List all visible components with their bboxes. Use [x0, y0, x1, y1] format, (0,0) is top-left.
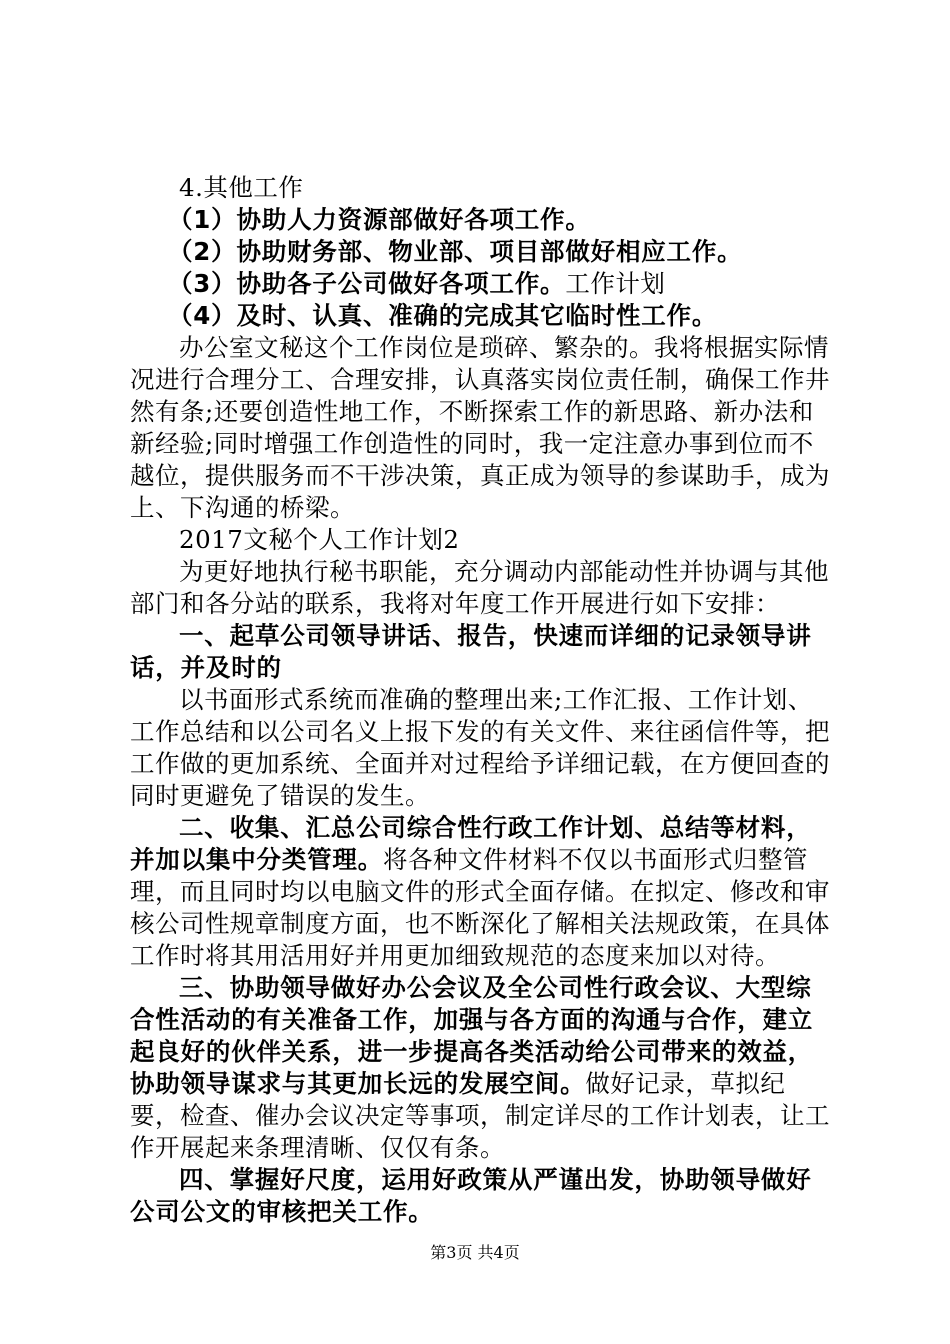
section-2-heading: 二、收集、汇总公司综合性行政工作计划、总结等材料，并加以集中分类管理。: [130, 813, 812, 874]
list-item-4: （4）及时、认真、准确的完成其它临时性工作。: [168, 301, 718, 330]
section-1-text: 以书面形式系统而准确的整理出来;工作汇报、工作计划、工作总结和以公司名义上报下发的有关文件、来往函信件等，把工作做的更加系统、全面并对过程给予详细记载，在方便回查的同时更避免了错误的发生。: [130, 685, 830, 810]
list-item-1: （1）协助人力资源部做好各项工作。: [168, 205, 591, 234]
document-body: [130, 172, 830, 1228]
page-footer: 第3页 共4页: [430, 1243, 520, 1262]
paragraph-secretary: 办公室文秘这个工作岗位是琐碎、繁杂的。我将根据实际情况进行合理分工、合理安排，认真落实岗位责任制，确保工作井然有条;还要创造性地工作，不断探索工作的新思路、新办法和新经验;同时增强工作创造性的同时，我一定注意办事到位而不越位，提供服务而不干涉决策，真正成为领导的参谋助手，成为上、下沟通的桥梁。: [130, 333, 830, 522]
section-4-heading: 四、掌握好尺度，运用好政策从严谨出发，协助领导做好公司公文的审核把关工作。: [130, 1165, 812, 1226]
section-2: [130, 812, 830, 972]
list-item-3-suffix: 工作计划: [565, 269, 666, 298]
list-item-3: [130, 268, 830, 300]
paragraph-intro: 为更好地执行秘书职能，充分调动内部能动性并协调与其他部门和各分站的联系，我将对年度工作开展进行如下安排：: [130, 557, 829, 618]
list-item-3-text: （3）协助各子公司做好各项工作。: [168, 269, 566, 298]
section-3: [130, 972, 830, 1164]
section-2-text: 将各种文件材料不仅以书面形式归整管理，而且同时均以电脑文件的形式全面存储。在拟定、修改和审核公司性规章制度方面，也不断深化了解相关法规政策，在具体工作时将其用活用好并用更加细致规范的态度来加以对待。: [130, 845, 830, 970]
heading-other-work: 4.其他工作: [179, 173, 304, 202]
plan-title: 2017文秘个人工作计划2: [179, 525, 460, 554]
list-item-2: （2）协助财务部、物业部、项目部做好相应工作。: [168, 237, 743, 266]
section-1-heading: 一、起草公司领导讲话、报告，快速而详细的记录领导讲话，并及时的: [130, 621, 812, 682]
section-3-heading: 三、协助领导做好办公会议及全公司性行政会议、大型综合性活动的有关准备工作，加强与各方面的沟通与合作，建立起良好的伙伴关系，进一步提高各类活动给公司带来的效益，协助领导谋求与其更加长远的发展空间。: [130, 973, 814, 1098]
section-3-text: 做好记录，草拟纪要，检查、催办会议决定等事项，制定详尽的工作计划表，让工作开展起来条理清晰、仅仅有条。: [130, 1069, 830, 1162]
